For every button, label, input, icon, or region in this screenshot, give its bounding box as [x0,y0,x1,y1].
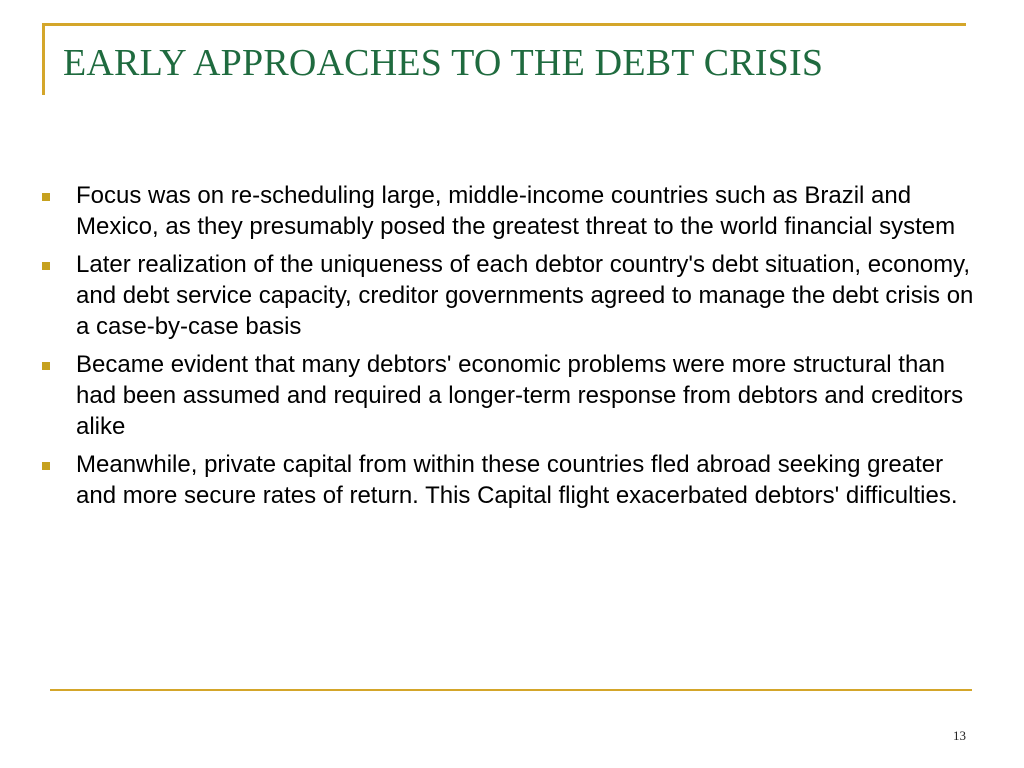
footer-divider [50,689,972,691]
square-bullet-icon [42,462,50,470]
bullet-item [40,449,980,511]
square-bullet-icon [42,193,50,201]
top-accent-line [42,23,966,26]
bullet-text: Later realization of the uniqueness of each debtor country's debt situation, economy, and debt service capacity, creditor governments agreed to manage the debt crisis on a case-by-case basis [76,251,974,340]
slide-title: EARLY APPROACHES TO THE DEBT CRISIS [63,42,824,84]
left-accent-line [42,23,45,95]
bullet-list [40,180,980,518]
bullet-text: Became evident that many debtors' economic problems were more structural than had been assumed and required a longer-term response from debtors and creditors alike [76,351,964,440]
bullet-item [40,180,980,242]
page-number: 13 [953,728,966,743]
bullet-item [40,249,980,342]
bullet-text: Focus was on re-scheduling large, middle-income countries such as Brazil and Mexico, as they presumably posed the greatest threat to the world financial system [76,182,956,240]
bullet-item [40,349,980,442]
bullet-text: Meanwhile, private capital from within these countries fled abroad seeking greater and more secure rates of return. This Capital flight exacerbated debtors' difficulties. [76,451,958,509]
square-bullet-icon [42,362,50,370]
square-bullet-icon [42,262,50,270]
